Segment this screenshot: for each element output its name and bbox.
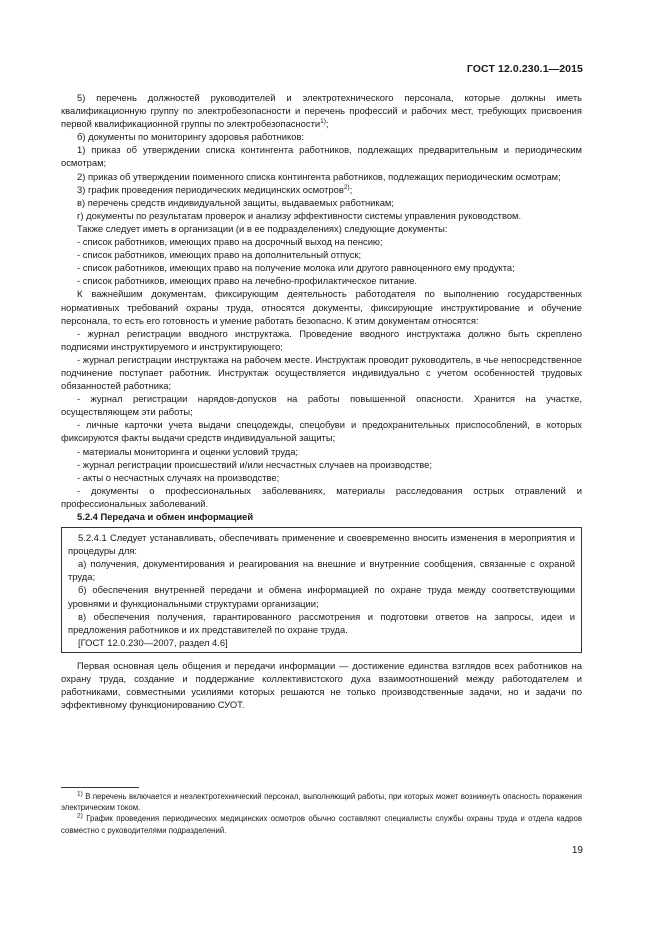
body-paragraph xyxy=(61,445,582,458)
document-header: ГОСТ 12.0.230.1—2015 xyxy=(466,63,583,75)
body-paragraph xyxy=(61,196,582,209)
box-paragraph xyxy=(68,636,575,649)
body-paragraph xyxy=(61,458,582,471)
body-paragraph-text: - журнал регистрации нарядов-допусков на работы повышенной опасности. Хранится на участке, осуществляющем эти работы; xyxy=(61,393,582,418)
footnote-marker: 1) xyxy=(320,118,326,126)
after-box-paragraph: Первая основная цель общения и передачи информации — достижение единства взглядов всех работников на охрану труда, создание и поддержание коллективистского духа взаимоотношений между работодателем и работниками, совместными усилиями которых решаются не только производственные задачи, но и задачи по эффективному функционированию СУОТ. xyxy=(61,659,582,711)
body-paragraph xyxy=(61,170,582,183)
body-paragraph-text: - личные карточки учета выдачи спецодежды, спецобуви и предохранительных приспособлений, в которых фиксируются факты выдачи средств индивидуальной защиты; xyxy=(61,419,582,444)
box-paragraph-text: 5.2.4.1 Следует устанавливать, обеспечивать применение и своевременно вносить изменения в мероприятия и процедуры для: xyxy=(68,532,575,557)
body-paragraph xyxy=(61,484,582,510)
body-paragraph xyxy=(61,261,582,274)
body-paragraph-text: - материалы мониторинга и оценки условий труда; xyxy=(77,445,299,457)
body-paragraph xyxy=(61,327,582,353)
box-paragraph-text: б) обеспечения внутренней передачи и обмена информацией по охране труда между соответствующими уровнями и функциональными структурами организации; xyxy=(68,584,575,609)
body-paragraph xyxy=(61,209,582,222)
body-paragraph-text: К важнейшим документам, фиксирующим деятельность работодателя по выполнению государственных нормативных требований охраны труда, относятся документы, фиксирующие инструктирование и обучение персонала, то есть его готовность и умение работать безопасно. К этим документам относятся: xyxy=(61,288,582,326)
footnote-rule xyxy=(61,787,139,788)
body-paragraph-text: - журнал регистрации инструктажа на рабочем месте. Инструктаж проводит руководитель, в чье непосредственное подчинение поступает работник. Инструктаж осуществляется индивидуально с учетом особенностей трудовых обязанностей работника; xyxy=(61,353,582,392)
body-paragraph xyxy=(61,183,582,196)
body-paragraph-text: - список работников, имеющих право на лечебно-профилактическое питание. xyxy=(77,275,418,287)
box-paragraph-text: а) получения, документирования и реагирования на внешние и внутренние сообщения, связанные с охраной труда; xyxy=(68,558,575,583)
footnote-marker: 2) xyxy=(343,183,350,191)
body-paragraph-text: - документы о профессиональных заболеваниях, материалы расследования острых отравлений и профессиональных заболеваний. xyxy=(61,484,582,509)
body-paragraph xyxy=(61,471,582,484)
body-paragraph-tail: ; xyxy=(349,183,353,195)
body-paragraph-text: в) перечень средств индивидуальной защиты, выдаваемых работникам; xyxy=(77,196,394,208)
body-paragraph-text: 2) приказ об утверждении поименного списка контингента работников, подлежащих периодическим осмотрам; xyxy=(77,170,561,182)
body-paragraph xyxy=(61,91,582,130)
body-paragraph xyxy=(61,130,582,143)
top-paragraphs xyxy=(61,91,582,510)
body-paragraph-text: - список работников, имеющих право на дополнительный отпуск; xyxy=(77,249,362,261)
box-paragraph-text: [ГОСТ 12.0.230—2007, раздел 4.6] xyxy=(78,636,228,648)
footnote xyxy=(61,791,582,813)
body-paragraph-text: - список работников, имеющих право на получение молока или другого равноценного ему продукта; xyxy=(77,262,515,274)
quoted-standard-box xyxy=(61,527,582,653)
body-paragraph-text: Также следует иметь в организации (и в ее подразделениях) следующие документы: xyxy=(77,222,448,234)
body-paragraph-text: г) документы по результатам проверок и анализу эффективности системы управления руководством. xyxy=(77,209,522,221)
footnote-mark: 2) xyxy=(77,812,83,820)
body-paragraph xyxy=(61,274,582,287)
body-paragraph-text: б) документы по мониторингу здоровья работников: xyxy=(77,131,305,143)
footnote xyxy=(61,813,582,835)
footnote-text: График проведения периодических медицинских осмотров обычно составляют специалисты службы охраны труда и отдела кадров совместно с руководителями подразделений. xyxy=(61,814,582,835)
body-paragraph-text: - журнал регистрации происшествий и/или несчастных случаев на производстве; xyxy=(77,458,432,470)
body-paragraph xyxy=(61,143,582,169)
footnote-text: В перечень включается и неэлектротехнический персонал, выполняющий работы, при которых может возникнуть опасность поражения электрическим током. xyxy=(61,792,582,813)
box-paragraph-text: в) обеспечения получения, гарантированного рассмотрения и подготовки ответов на запросы, идеи и предложения работников и их представителей по охране труда. xyxy=(68,610,575,635)
page-number: 19 xyxy=(571,845,583,856)
body-paragraph xyxy=(61,222,582,235)
body-paragraph-text: 3) график проведения периодических медицинских осмотров xyxy=(77,183,344,195)
body-paragraph-text: 1) приказ об утверждении списка контингента работников, подлежащих предварительным и периодическим осмотрам; xyxy=(61,144,582,169)
body-paragraph-text: - список работников, имеющих право на досрочный выход на пенсию; xyxy=(77,236,383,248)
body-paragraph xyxy=(61,235,582,248)
body-paragraph-text: 5) перечень должностей руководителей и электротехнического персонала, которые должны иметь квалификационную группу по электробезопасности и перечень профессий и рабочих мест, требующих присвоения первой квалификационной группы по электробезопасности xyxy=(61,92,582,130)
body-paragraph-text: - журнал регистрации вводного инструктажа. Проведение вводного инструктажа должно быть скреплено подписями инструктируемого и инструктирующего; xyxy=(61,327,582,352)
body-paragraph xyxy=(61,418,582,444)
footnote-mark: 1) xyxy=(77,790,83,798)
document-body xyxy=(61,91,582,711)
body-paragraph xyxy=(61,353,582,392)
body-paragraph xyxy=(61,392,582,418)
section-heading: 5.2.4 Передача и обмен информацией xyxy=(77,511,254,522)
footnotes xyxy=(61,791,582,836)
body-paragraph xyxy=(61,248,582,261)
box-paragraph xyxy=(68,583,575,609)
box-paragraph xyxy=(68,531,575,557)
body-paragraph-tail: ; xyxy=(325,118,329,130)
box-paragraph xyxy=(68,610,575,636)
body-paragraph xyxy=(61,287,582,326)
body-paragraph-text: - акты о несчастных случаях на производстве; xyxy=(77,471,280,483)
box-paragraph xyxy=(68,557,575,583)
